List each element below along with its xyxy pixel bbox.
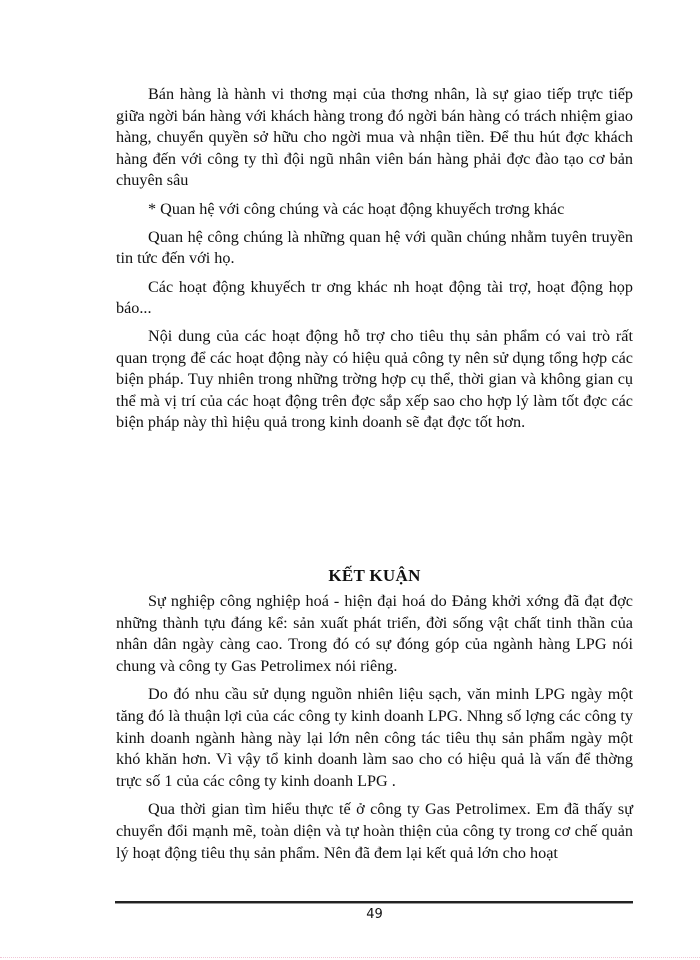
paragraph-conclusion-lpg-demand: Do đó nhu cầu sử dụng nguồn nhiên liệu sạch, văn minh LPG ngày một tăng đó là thuận lợi của các công ty kinh doanh LPG. Nhng số lợng các công ty kinh doanh ngành hàng này lại lớn nên công tác tiêu thụ sản phẩm ngày một khó khăn hơn. Vì vậy tổ kinh doanh làm sao cho có hiệu quả là vấn để thờng trực số 1 của các công ty kinh doanh LPG . [116,685,633,790]
page-number: 49 [366,907,383,922]
page-boundary-marker [0,957,700,958]
paragraph-pr-subheading: * Quan hệ với công chúng và các hoạt động khuyếch trơng khác [148,199,565,218]
footer-divider [115,901,633,903]
section-sales-and-pr [116,84,633,441]
conclusion-heading: KẾT KUẬN [328,566,421,585]
paragraph-conclusion-industrialization: Sự nghiệp công nghiệp hoá - hiện đại hoá do Đảng khởi xớng đã đạt đợc những thành tựu đáng kể: sản xuất phát triển, đời sống vật chất tinh thần của nhân dân ngày càng cao. Trong đó có sự đóng góp của ngành hàng LPG nói chung và công ty Gas Petrolimex nói riêng. [116,592,633,675]
paragraph-conclusion-internship: Qua thời gian tìm hiểu thực tế ở công ty Gas Petrolimex. Em đã thấy sự chuyển đổi mạnh mẽ, toàn diện và tự hoàn thiện của công ty trong cơ chế quản lý hoạt động tiêu thụ sản phẩm. Nên đã đem lại kết quả lớn cho hoạt [116,800,633,862]
paragraph-personal-selling: Bán hàng là hành vi thơng mại của thơng nhân, là sự giao tiếp trực tiếp giữa ngời bán hàng với khách hàng trong đó ngời bán hàng có trách nhiệm giao hàng, chuyển quyền sở hữu cho ngời mua và nhận tiền. Để thu hút đợc khách hàng đến với công ty thì đội ngũ nhân viên bán hàng phải đợc đào tạo cơ bản chuyên sâu [116,85,633,190]
paragraph-public-relations: Quan hệ công chúng là những quan hệ với quần chúng nhằm tuyên truyền tin tức đến với họ. [116,227,633,268]
section-conclusion [116,591,633,871]
paragraph-support-activities: Nội dung của các hoạt động hỗ trợ cho tiêu thụ sản phẩm có vai trò rất quan trọng để các hoạt động này có hiệu quả công ty nên sử dụng tổng hợp các biện pháp. Tuy nhiên trong những trờng hợp cụ thể, thời gian và không gian cụ thể mà vị trí của các hoạt động trên đợc sắp xếp sao cho hợp lý làm tốt đợc các biện pháp này thì hiệu quả trong kinh doanh sẽ đạt đợc tốt hơn. [116,326,633,432]
paragraph-other-promotions: Các hoạt động khuyếch tr ơng khác nh hoạt động tài trợ, hoạt động họp báo... [116,277,633,318]
